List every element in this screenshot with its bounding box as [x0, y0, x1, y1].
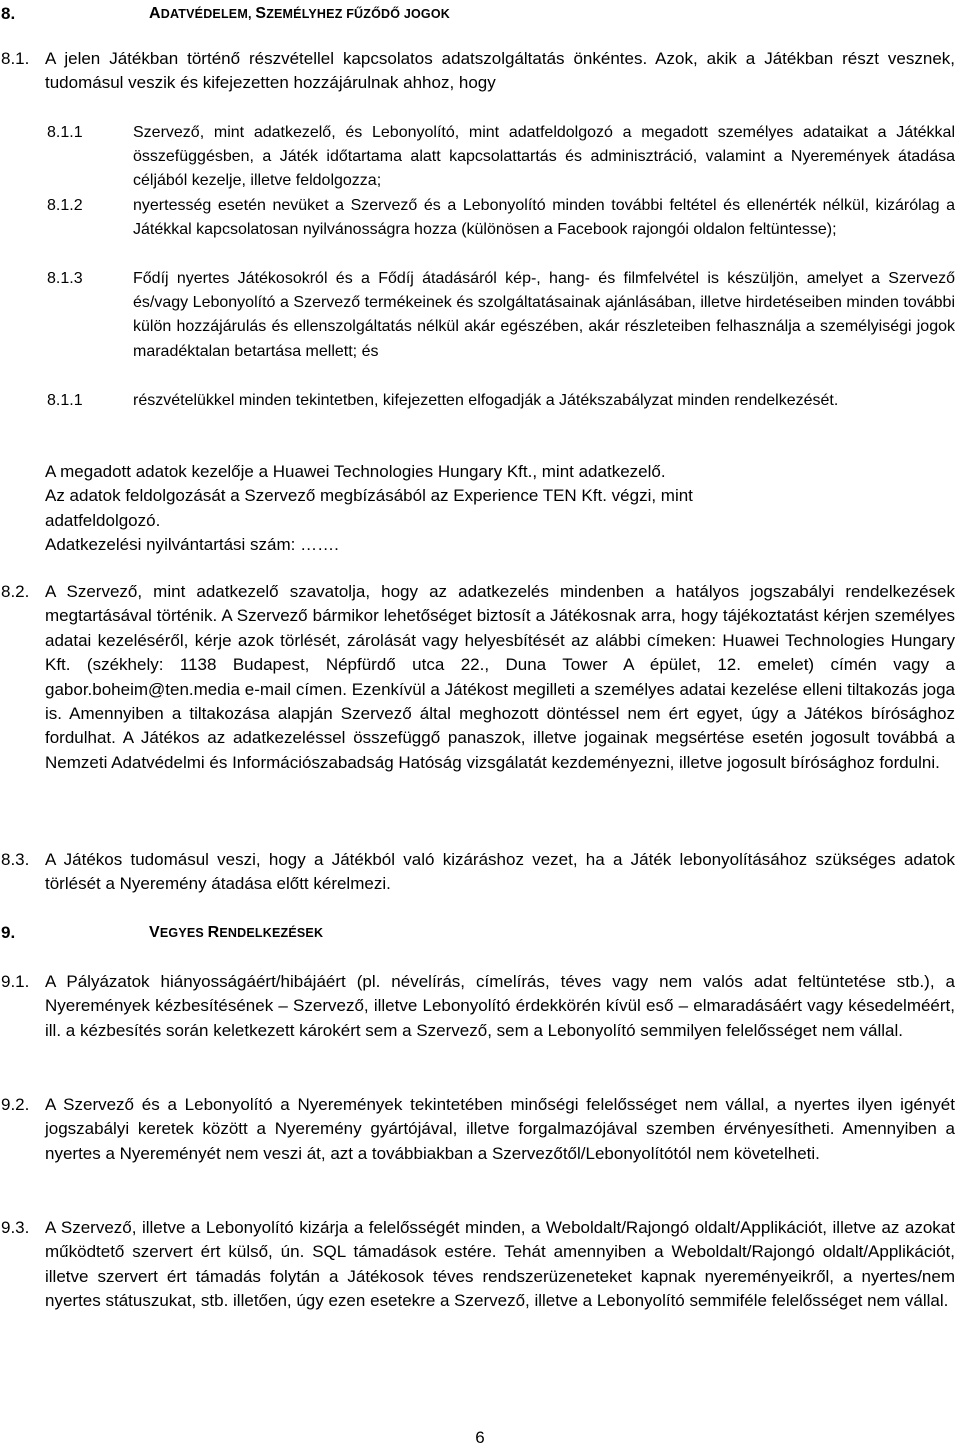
sub-item-text: nyertesség esetén nevüket a Szervező és a Lebonyolító minden további feltétel és ellenérték nélkül, kizárólag a Játékkal kapcsolatosan nyilvánosságra hozza (különösen a Facebook rajongói oldalon feltüntesse);	[133, 197, 955, 239]
processor-line-cont: adatfeldolgozó.	[45, 510, 161, 530]
paragraph-text: A Pályázatok hiányosságáért/hibájáért (pl. névelírás, címelírás, téves vagy nem valós adat feltüntetése stb.), a Nyeremények kézbesítésének – Szervező, illetve Lebonyolító érdekkörén kívül eső – elmaradásáért vagy késedelméért, ill. a kézbesítés során keletkezett károkért sem a Szervező, sem a Lebonyolító semmilyen felelősséget nem vállal.	[45, 972, 955, 1040]
section-number: 9.	[1, 923, 16, 942]
sub-item-text: részvételükkel minden tekintetben, kifejezetten elfogadják a Játékszabályzat minden rendelkezését.	[133, 392, 839, 409]
paragraph-text: A Szervező, illetve a Lebonyolító kizárja a felelősségét minden, a Weboldalt/Rajongó oldalt/Applikációt, illetve az azokat működtető szervert ért külső, ún. SQL támadások estére. Tehát amennyiben a Weboldalt/Rajongó oldalt/Applikációt, illetve szervert ért támadás folytán a Játékosok téves rendszerüzeneteket kapnak nyereményeikről, a nyertes/nem nyertes státuszukat, stb. illetően, úgy ezen esetekre a Szervező, illetve a Lebonyolító semmiféle felelősséget nem vállal.	[45, 1218, 955, 1311]
paragraph-text: A jelen Játékban történő részvétellel kapcsolatos adatszolgáltatás önkéntes. Azok, akik a Játékban részt vesznek, tudomásul veszik és kifejezetten hozzájárulnak ahhoz, hogy	[45, 49, 955, 93]
sub-item	[47, 121, 955, 194]
paragraph-number: 8.1.	[1, 49, 30, 68]
paragraph-text: A Játékos tudomásul veszi, hogy a Játékból való kizáráshoz vezet, ha a Játék lebonyolításához szükséges adatok törlését a Nyeremény átadása előtt kérelmezi.	[45, 850, 955, 894]
paragraph-text: A Szervező, mint adatkezelő szavatolja, hogy az adatkezelés mindenben a hatályos jogszabályi rendelkezések megtartásával történik. A Szervező bármikor lehetőséget biztosít a Játékosnak arra, hogy tájékoztatást kérjen személyes adatai kezeléséről, kérje azok törlését, zárolását vagy helyesbítését az alábbi címeken: Huawei Technologies Hungary Kft. (székhely: 1138 Budapest, Népfürdő utca 22., Duna Tower A épület, 12. emelet) címén vagy a gabor.boheim@ten.media e-mail címen. Ezenkívül a Játékost megilleti a személyes adatai kezelése elleni tiltakozás joga is. Amennyiben a tiltakozása alapján Szervező által meghozott döntéssel nem ért egyet, úgy a Játékos bírósághoz fordulhat. A Játékos az adatkezeléssel összefüggő panaszok, illetve jogainak megsértése esetén jogosult továbbá a Nemzeti Adatvédelmi és Információszabadság Hatóság vizsgálatát kezdeményezni, illetve jogosult bírósághoz fordulni.	[45, 582, 955, 772]
paragraph-text: A Szervező és a Lebonyolító a Nyeremények tekintetében minőségi felelősséget nem vállal, a nyertes ilyen igényét jogszabályi keretek között a Nyeremény gyártójával, illetve forgalmazójával szemben érvényesítheti. Amennyiben a nyertes a Nyereményét nem veszi át, azt a továbbiakban a Szervezőtől/Lebonyolítótól nem követelheti.	[45, 1095, 955, 1163]
paragraph-number: 9.1.	[1, 972, 30, 991]
section-number: 8.	[1, 4, 16, 23]
paragraph-9-2	[1, 1093, 955, 1166]
paragraph-9-3	[1, 1216, 955, 1314]
controller-line: A megadott adatok kezelője a Huawei Technologies Hungary Kft., mint adatkezelő.	[45, 462, 666, 481]
paragraph-number: 8.3.	[1, 850, 30, 869]
sub-item	[47, 194, 955, 242]
paragraph-number: 9.3.	[1, 1218, 30, 1237]
processor-line: Az adatok feldolgozását a Szervező megbízásából az Experience TEN Kft. végzi, mint	[45, 486, 693, 506]
paragraph-8-1	[1, 47, 955, 96]
sub-item-number: 8.1.3	[47, 270, 83, 287]
page-number: 6	[475, 1428, 485, 1447]
paragraph-number: 9.2.	[1, 1095, 30, 1114]
sub-item	[47, 267, 955, 364]
sub-item-number: 8.1.1	[47, 392, 83, 409]
paragraph-8-2	[1, 580, 955, 775]
section-title: VEGYES RENDELKEZÉSEK	[149, 924, 324, 941]
paragraph-number: 8.2.	[1, 582, 30, 601]
paragraph-8-3	[1, 848, 955, 897]
sub-item	[47, 389, 955, 413]
sub-item-number: 8.1.2	[47, 197, 83, 214]
data-controller-block	[45, 460, 875, 557]
sub-item-number: 8.1.1	[47, 124, 83, 141]
registry-number-line: Adatkezelési nyilvántartási szám: …….	[45, 534, 339, 554]
sub-item-text: Szervező, mint adatkezelő, és Lebonyolító, mint adatfeldolgozó a megadott személyes adataikat a Játékkal összefüggésben, a Játék időtartama alatt kapcsolattartás és adminisztráció, valamint a Nyeremények átadása céljából kezelje, illetve feldolgozza;	[133, 124, 955, 190]
paragraph-9-1	[1, 970, 955, 1043]
section-title: ADATVÉDELEM, SZEMÉLYHEZ FŰZŐDŐ JOGOK	[149, 5, 451, 22]
sub-item-text: Fődíj nyertes Játékosokról és a Fődíj átadásáról kép-, hang- és filmfelvétel is készüljön, amelyet a Szervező és/vagy Lebonyolító a Szervező termékeinek és szolgáltatásainak ajánlásában, illetve hirdetéseiben minden további külön hozzájárulás és ellenszolgáltatás nélkül akár egészében, akár részleteiben felhasználja a személyiségi jogok maradéktalan betartása mellett; és	[133, 270, 955, 360]
